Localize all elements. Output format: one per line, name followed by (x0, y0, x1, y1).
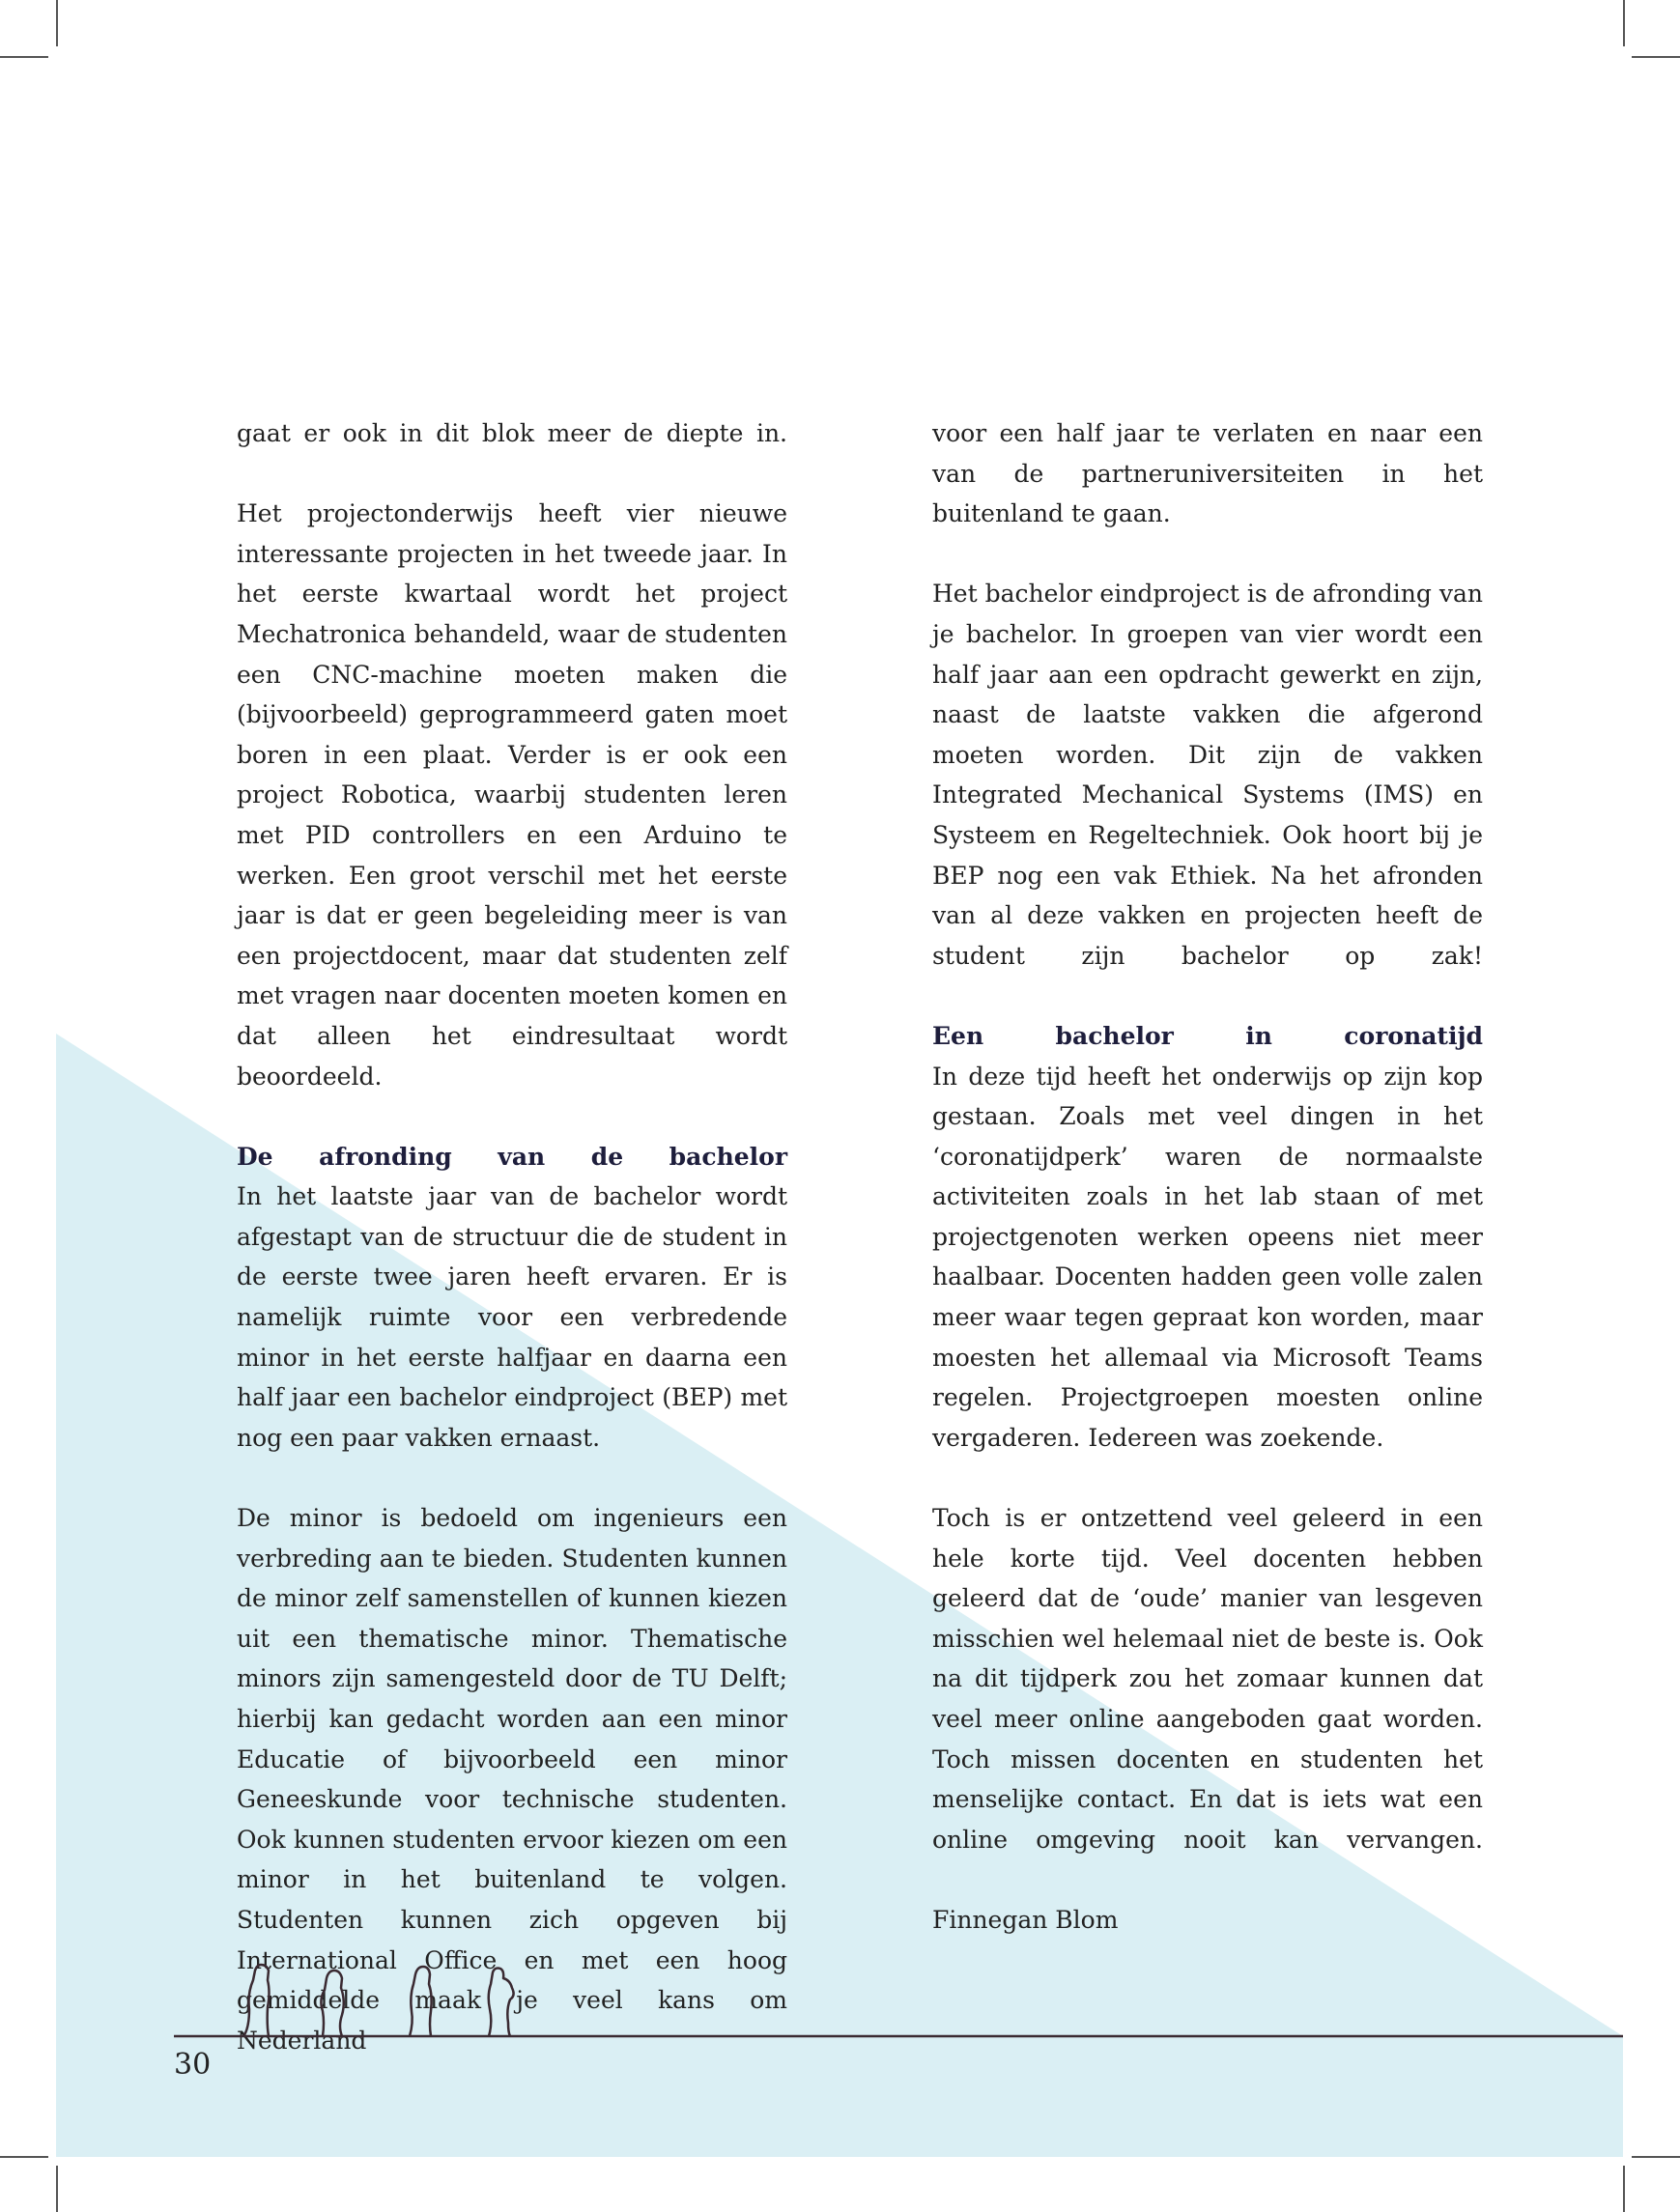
person-figure-icon (489, 1969, 514, 2037)
author-name: Finnegan Blom (932, 1905, 1119, 1934)
section-heading: De afronding van de bachelor (237, 1142, 787, 1171)
section-heading: Een bachelor in coronatijd (932, 1021, 1483, 1050)
paragraph: In het laatste jaar van de bachelor wordt afgestapt van de structuur die de student in de eerste twee jaren heeft ervaren. Er is namelijk ruimte voor een verbredende minor in het eerste halfjaar en daarna een half jaar een bachelor eindproject (BEP) met nog een paar vakken ernaast. (237, 1182, 787, 1452)
paragraph: Het bachelor eindproject is de afronding van je bachelor. In groepen van vier wordt een half jaar aan een opdracht gewerkt en zijn, naast de laatste vakken die afgerond moeten worden. Dit zijn de vakken Integrated Mechanical Systems (IMS) en Systeem en Regeltechniek. Ook hoort bij je BEP nog een vak Ethiek. Na het afronden van al deze vakken en projecten heeft de student zijn bachelor op zak! (932, 580, 1483, 970)
paragraph: Het projectonderwijs heeft vier nieuwe interessante projecten in het tweede jaar. In het eerste kwartaal wordt het project Mechatronica behandeld, waar de studenten een CNC-machine moeten maken die (bijvoorbeeld) geprogrammeerd gaten moet boren in een plaat. Verder is er ook een project Robotica, waarbij studenten leren met PID controllers en een Arduino te werken. Een groot verschil met het eerste jaar is dat er geen begeleiding meer is van een projectdocent, maar dat studenten zelf met vragen naar docenten moeten komen en dat alleen het eindresultaat wordt beoordeeld. (237, 499, 787, 1091)
paragraph: voor een half jaar te verlaten en naar een van de partneruniversiteiten in het buitenland te gaan. (932, 419, 1483, 528)
paragraph: In deze tijd heeft het onderwijs op zijn kop gestaan. Zoals met veel dingen in het ‘coronatijdperk’ waren de normaalste activiteiten zoals in het lab staan of met projectgenoten werken opeens niet meer haalbaar. Docenten hadden geen volle zalen meer waar tegen gepraat kon worden, maar moesten het allemaal via Microsoft Teams regelen. Projectgroepen moesten online vergaderen. Iedereen was zoekende. (932, 1062, 1483, 1452)
page-number: 30 (174, 2048, 212, 2082)
paragraph: De minor is bedoeld om ingenieurs een verbreding aan te bieden. Studenten kunnen de minor zelf samenstellen of kunnen kiezen uit een thematische minor. Thematische minors zijn samengesteld door de TU Delft; hierbij kan gedacht worden aan een minor Educatie of bijvoorbeeld een minor Geneeskunde voor technische studenten. Ook kunnen studenten ervoor kiezen om een minor in het buitenland te volgen. Studenten kunnen zich opgeven bij International Office en met een hoog gemiddelde maak je veel kans om Nederland (237, 1504, 787, 2055)
person-figure-icon (410, 1967, 432, 2036)
paragraph: Toch is er ontzettend veel geleerd in een hele korte tijd. Veel docenten hebben geleerd dat de ‘oude’ manier van lesgeven misschien wel helemaal niet de beste is. Ook na dit tijdperk zou het zomaar kunnen dat veel meer online aangeboden gaat worden. Toch missen docenten en studenten het menselijke contact. En dat is iets wat een online omgeving nooit kan vervangen. (932, 1504, 1483, 1854)
person-figure-icon (321, 1971, 343, 2036)
paragraph: gaat er ook in dit blok meer de diepte in. (237, 419, 787, 447)
person-figure-icon (243, 1965, 270, 2036)
